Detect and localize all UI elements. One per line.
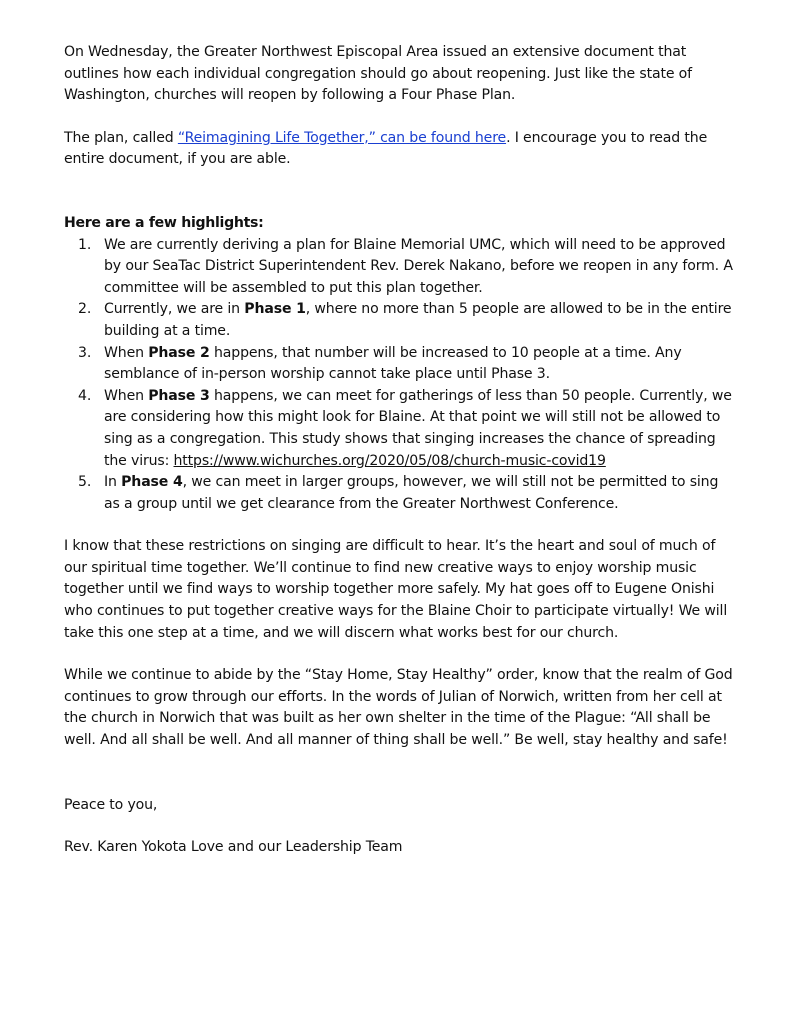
signature-line: Rev. Karen Yokota Love and our Leadership Team	[64, 839, 403, 856]
phase-label: Phase 1	[244, 301, 306, 318]
highlights-heading: Here are a few highlights:	[64, 214, 264, 231]
reimagining-life-together-link[interactable]: “Reimagining Life Together,” can be found here	[177, 129, 507, 146]
highlight-text-pre: When	[104, 344, 149, 361]
list-number: 4.	[78, 387, 92, 404]
highlight-item-3	[64, 343, 734, 386]
highlight-text-post: happens, that number will be increased to 10 people at a time. Any semblance of in-person worship cannot take place until Phase 3.	[104, 344, 682, 383]
plan-text-after: . I encourage you to read the entire document, if you are able.	[64, 129, 708, 168]
highlights-list	[64, 235, 734, 516]
highlight-text-pre: Currently, we are in	[104, 301, 245, 318]
plan-paragraph	[64, 128, 734, 171]
highlight-item-1	[64, 235, 734, 300]
document-page	[64, 42, 734, 859]
wichurches-study-link[interactable]: https://www.wichurches.org/2020/05/08/church-music-covid19	[173, 452, 606, 469]
highlight-item-4	[64, 386, 734, 472]
highlight-item-2	[64, 299, 734, 342]
list-number: 3.	[78, 344, 92, 361]
highlight-text-pre: In	[104, 474, 122, 491]
highlight-text-post: , we can meet in larger groups, however, we will still not be permitted to sing as a group until we get clearance from the Greater Northwest Conference.	[104, 474, 719, 512]
list-number: 5.	[78, 474, 92, 491]
closing-line: Peace to you,	[64, 796, 158, 813]
intro-paragraph: On Wednesday, the Greater Northwest Episcopal Area issued an extensive document that outlines how each individual congregation should go about reopening. Just like the state of Washington, churches will reopen by following a Four Phase Plan.	[64, 44, 692, 104]
stay-home-paragraph: While we continue to abide by the “Stay Home, Stay Healthy” order, know that the realm of God continues to grow through our efforts. In the words of Julian of Norwich, written from her cell at the church in Norwich that was built as her own shelter in the time of the Plague: “All shall be well. And all shall be well. And all manner of thing shall be well.” Be well, stay healthy and safe!	[64, 667, 733, 749]
plan-text-before: The plan, called	[64, 129, 178, 146]
highlight-text-pre: When	[104, 387, 149, 404]
highlight-text-post: happens, we can meet for gatherings of less than 50 people. Currently, we are considering how this might look for Blaine. At that point we will still not be allowed to sing as a congregation. This study shows that singing increases the chance of spreading the virus:	[104, 387, 732, 469]
highlight-text-post: , where no more than 5 people are allowed to be in the entire building at a time.	[104, 301, 732, 339]
singing-restrictions-paragraph: I know that these restrictions on singing are difficult to hear. It’s the heart and soul of much of our spiritual time together. We’ll continue to find new creative ways to enjoy worship music together until we find ways to worship together more safely. My hat goes off to Eugene Onishi who continues to put together creative ways for the Blaine Choir to participate virtually! We will take this one step at a time, and we will discern what works best for our church.	[64, 538, 728, 641]
phase-label: Phase 2	[148, 344, 210, 361]
phase-label: Phase 4	[121, 474, 183, 491]
list-number: 2.	[78, 301, 92, 318]
highlight-item-5	[64, 472, 734, 515]
list-number: 1.	[78, 236, 92, 253]
highlight-text: We are currently deriving a plan for Blaine Memorial UMC, which will need to be approved by our SeaTac District Superintendent Rev. Derek Nakano, before we reopen in any form. A committee will be assembled to put this plan together.	[104, 236, 733, 296]
phase-label: Phase 3	[148, 387, 210, 404]
